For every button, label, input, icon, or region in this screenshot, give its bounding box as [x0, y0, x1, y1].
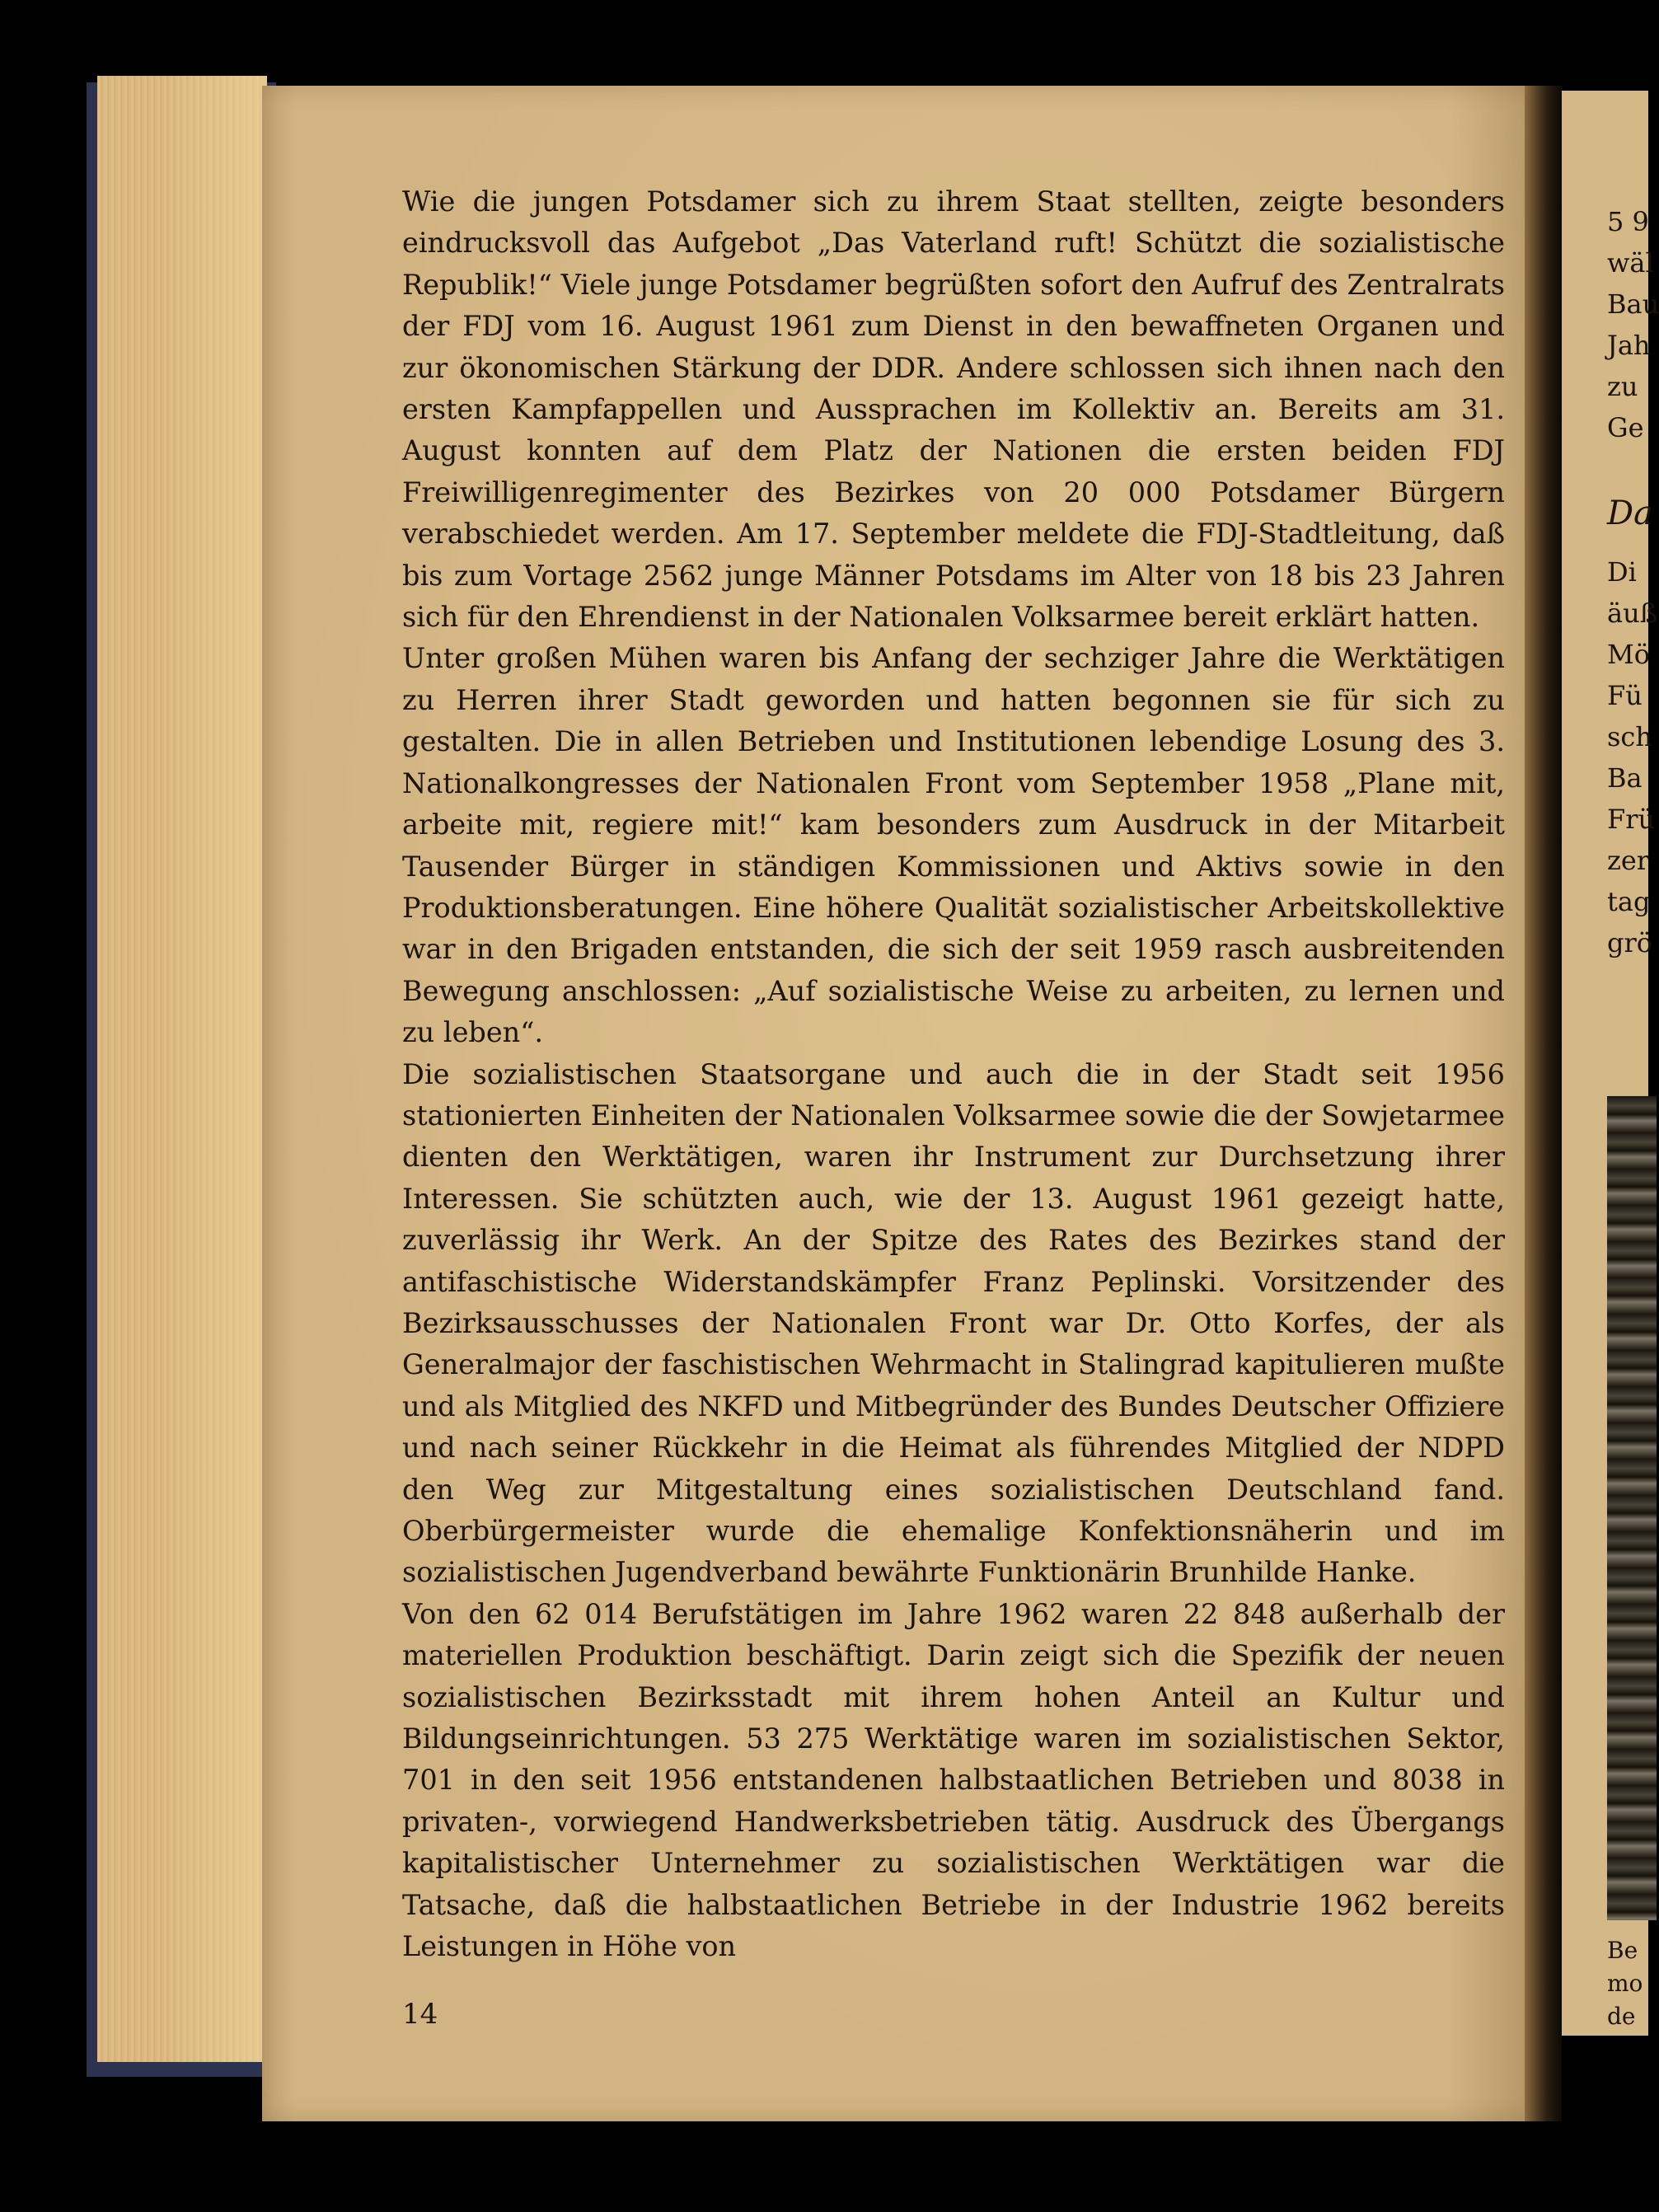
facing-text-line: sch: [1607, 721, 1652, 752]
facing-caption-line: Be: [1607, 1937, 1638, 1964]
facing-page: [1562, 91, 1659, 2036]
facing-caption-line: mo: [1607, 1970, 1643, 1997]
facing-text-line: tag: [1607, 886, 1651, 917]
page-text: [402, 181, 1505, 1967]
facing-text-line: Jah: [1607, 330, 1651, 361]
facing-text-line: 5 9: [1607, 206, 1649, 237]
facing-text-line: Frü: [1607, 804, 1656, 835]
facing-text-line: Mö: [1607, 639, 1651, 670]
paragraph: Die sozialistischen Staatsorgane und auch die in der Stadt seit 1956 stationierten Einheiten der Nationalen Volksarmee sowie die der Sowjetarmee dienten den Werktätigen, waren ihr Instrument zur Durchsetzung ihrer Interessen. Sie schützten auch, wie der 13. August 1961 gezeigt hatte, zuverlässig ihr Werk. An der Spitze des Rates des Bezirkes stand der antifaschistische Widerstandskämpfer Franz Peplinski. Vorsitzender des Bezirksausschusses der Nationalen Front war Dr. Otto Korfes, der als Generalmajor der faschistischen Wehrmacht in Stalingrad kapitulieren mußte und als Mitglied des NKFD und Mitbegründer des Bundes Deutscher Offiziere und nach seiner Rückkehr in die Heimat als führendes Mitglied der NDPD den Weg zur Mitgestaltung eines sozialistischen Deutschland fand. Oberbürgermeister wurde die ehemalige Konfektionsnäherin und im sozialistischen Jugendverband bewährte Funktionärin Brunhilde Hanke.: [402, 1057, 1505, 1589]
facing-heading: Da: [1607, 494, 1653, 532]
facing-text-line: Ba: [1607, 762, 1643, 794]
facing-caption-line: de: [1607, 2003, 1636, 2030]
book-gutter: [1525, 86, 1562, 2121]
facing-text-line: zu: [1607, 371, 1638, 402]
paragraph: Wie die jungen Potsdamer sich zu ihrem Staat stellten, zeigte besonders eindrucksvoll das Aufgebot „Das Vaterland ruft! Schützt die sozialistische Republik!“ Viele junge Potsdamer begrüßten sofort den Aufruf des Zentralrats der FDJ vom 16. August 1961 zum Dienst in den bewaffneten Organen und zur ökonomischen Stärkung der DDR. Andere schlossen sich ihnen nach den ersten Kampfappellen und Aussprachen im Kollektiv an. Bereits am 31. August konnten auf dem Platz der Nationen die ersten beiden FDJ Freiwilligenregimenter des Bezirkes von 20 000 Potsdamer Bürgern verabschiedet werden. Am 17. September meldete die FDJ-Stadtleitung, daß bis zum Vortage 2562 junge Männer Potsdams im Alter von 18 bis 23 Jahren sich für den Ehrendienst in der Nationalen Volksarmee bereit erklärt hatten.: [402, 185, 1505, 634]
facing-text-line: zer: [1607, 845, 1650, 876]
paragraph: Unter großen Mühen waren bis Anfang der sechziger Jahre die Werktätigen zu Herren ihrer Stadt geworden und hatten begonnen sie für sich zu gestalten. Die in allen Betrieben und Institutionen lebendige Losung des 3. Nationalkongresses der Nationalen Front vom September 1958 „Plane mit, arbeite mit, regiere mit!“ kam besonders zum Ausdruck in der Mitarbeit Tausender Bürger in ständigen Kommissionen und Aktivs sowie in den Produktionsberatungen. Eine höhere Qualität sozialistischer Arbeitskollektive war in den Brigaden entstanden, die sich der seit 1959 rasch ausbreitenden Bewegung anschlossen: „Auf sozialistische Weise zu arbeiten, zu lernen und zu leben“.: [402, 642, 1505, 1049]
facing-text-line: Ge: [1607, 412, 1644, 443]
paragraph: Von den 62 014 Berufstätigen im Jahre 1962 waren 22 848 außerhalb der materiellen Produktion beschäftigt. Darin zeigt sich die Spezifik der neuen sozialistischen Bezirksstadt mit ihrem hohen Anteil an Kultur und Bildungseinrichtungen. 53 275 Werktätige waren im sozialistischen Sektor, 701 in den seit 1956 entstandenen halbstaatlichen Betrieben und 8038 in privaten-, vorwiegend Handwerksbetrieben tätig. Ausdruck des Übergangs kapitalistischer Unternehmer zu sozialistischen Werktätigen war die Tatsache, daß die halbstaatlichen Betriebe in der Industrie 1962 bereits Leistungen in Höhe von: [402, 1597, 1505, 1963]
facing-text-line: äuß: [1607, 598, 1658, 629]
facing-text-line: wäl: [1607, 247, 1654, 279]
facing-text-line: Fü: [1607, 680, 1643, 711]
page-number: 14: [402, 1998, 438, 2031]
page-edges: [97, 76, 267, 2062]
facing-text-line: grö: [1607, 927, 1653, 958]
facing-text-line: Di: [1607, 556, 1637, 588]
facing-photo: [1607, 1096, 1657, 1920]
facing-text-line: Bau: [1607, 288, 1659, 320]
